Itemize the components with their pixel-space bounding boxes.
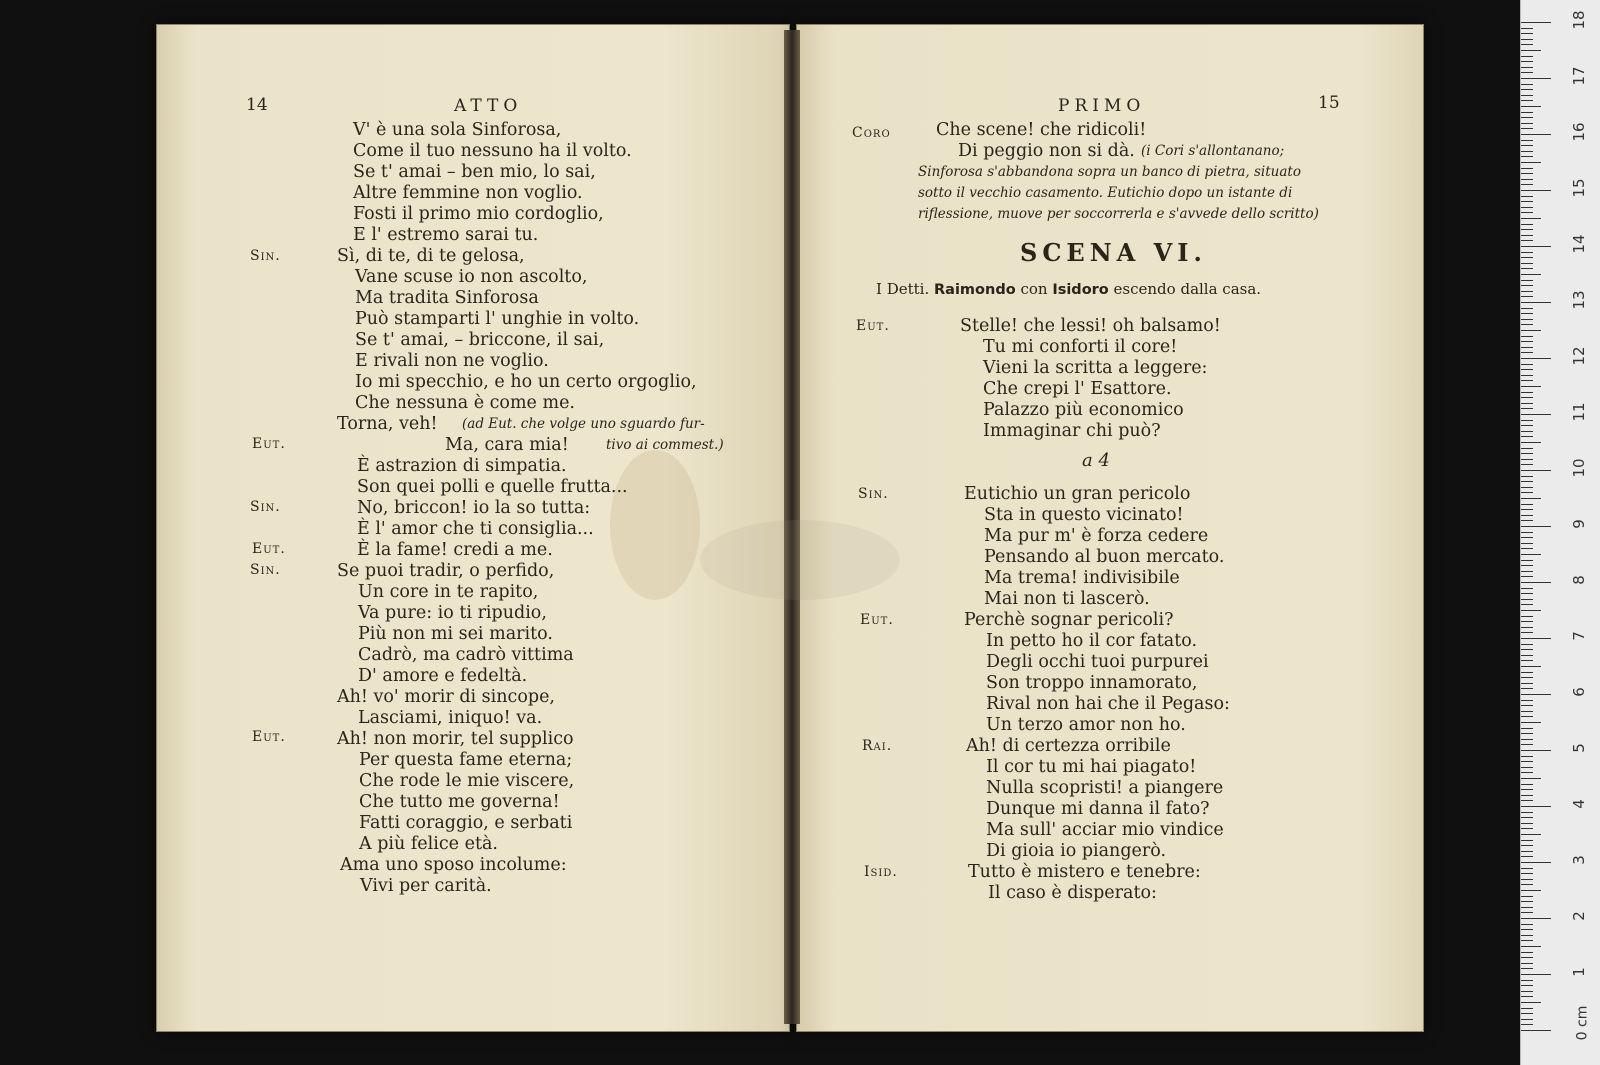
ruler-number: 4 <box>1570 799 1588 809</box>
stage-direction: tivo ai commest.) <box>606 437 724 453</box>
ruler-tick <box>1521 789 1533 790</box>
ruler-tick <box>1521 576 1533 577</box>
ruler-tick <box>1521 784 1533 785</box>
verse-line: Un core in te rapito, <box>358 582 539 602</box>
ruler-tick <box>1521 84 1533 85</box>
ruler-tick <box>1521 235 1533 236</box>
ruler-tick <box>1521 151 1533 152</box>
verse-line: Va pure: io ti ripudio, <box>358 603 547 623</box>
ruler-tick <box>1521 263 1533 264</box>
ruler-tick <box>1521 705 1533 706</box>
ruler-tick <box>1521 28 1533 29</box>
ruler-tick <box>1521 184 1533 185</box>
ruler-tick <box>1521 229 1533 230</box>
stage-direction: (ad Eut. che volge uno sguardo fur- <box>462 416 705 432</box>
ruler-tick <box>1521 845 1533 846</box>
ruler-tick <box>1521 33 1533 34</box>
speaker-label: Eut. <box>860 612 894 628</box>
ruler-tick <box>1521 588 1533 589</box>
ruler-tick <box>1521 341 1533 342</box>
ruler-number: 13 <box>1570 290 1588 310</box>
ruler-tick <box>1521 739 1533 740</box>
ruler-tick <box>1521 560 1533 561</box>
ruler-tick <box>1521 246 1551 247</box>
verse-line: Dunque mi danna il fato? <box>986 799 1210 819</box>
ruler-unit: 0 cm <box>1574 1005 1591 1041</box>
ruler-tick <box>1521 212 1533 213</box>
ruler-tick <box>1521 190 1551 191</box>
speaker-label: Eut. <box>252 729 286 745</box>
verse-line: Ma pur m' è forza cedere <box>984 526 1209 546</box>
ruler-tick <box>1521 795 1533 796</box>
verse-line: Ma, cara mia! <box>445 435 569 455</box>
ruler-tick <box>1521 358 1551 359</box>
ruler-tick <box>1521 884 1533 885</box>
ruler-tick <box>1521 526 1551 527</box>
verse-line: Come il tuo nessuno ha il volto. <box>353 141 632 161</box>
ruler-tick <box>1521 940 1533 941</box>
speaker-label: Isid. <box>864 864 898 880</box>
ruler-tick <box>1521 61 1533 62</box>
ruler-tick <box>1521 761 1533 762</box>
ruler-tick <box>1521 918 1551 919</box>
verse-line: Fosti il primo mio cordoglio, <box>353 204 604 224</box>
ruler-tick <box>1521 1008 1533 1009</box>
ruler-tick <box>1521 492 1533 493</box>
ruler-tick <box>1521 453 1533 454</box>
ruler-tick <box>1521 543 1533 544</box>
ruler-tick <box>1521 268 1533 269</box>
ruler-tick <box>1521 840 1533 841</box>
ruler-number: 14 <box>1570 234 1588 254</box>
verse-line: Se t' amai, – briccone, il sai, <box>355 330 605 350</box>
ruler-tick <box>1521 425 1533 426</box>
verse-line: Palazzo più economico <box>983 400 1184 420</box>
ruler-tick <box>1521 498 1541 499</box>
ruler-tick <box>1521 1002 1541 1003</box>
ruler-tick <box>1521 145 1533 146</box>
ruler-tick <box>1521 582 1551 583</box>
verse-line: Ah! non morir, tel supplico <box>337 729 574 749</box>
stage-direction: riflessione, muove per soccorrerla e s'avvede dello scritto) <box>918 206 1319 222</box>
verse-line: Torna, veh! <box>337 414 438 434</box>
ruler-tick <box>1521 991 1533 992</box>
ruler-tick <box>1521 772 1533 773</box>
ruler-tick <box>1521 319 1533 320</box>
measurement-ruler <box>1520 0 1600 1065</box>
ruler-tick <box>1521 179 1533 180</box>
ruler-tick <box>1521 44 1533 45</box>
ruler-tick <box>1521 252 1533 253</box>
ruler-tick <box>1521 532 1533 533</box>
ruler-number: 8 <box>1570 575 1588 585</box>
verse-line: Sì, di te, di te gelosa, <box>337 246 525 266</box>
ruler-tick <box>1521 168 1533 169</box>
ruler-tick <box>1521 974 1551 975</box>
ruler-number: 10 <box>1570 458 1588 478</box>
ruler-number: 11 <box>1570 402 1588 422</box>
ruler-tick <box>1521 218 1541 219</box>
ruler-tick <box>1521 504 1533 505</box>
ruler-tick <box>1521 935 1533 936</box>
verse-line: Perchè sognar pericoli? <box>964 610 1174 630</box>
page-number-right: 15 <box>1318 93 1340 113</box>
ruler-tick <box>1521 487 1533 488</box>
ruler-tick <box>1521 968 1533 969</box>
ruler-tick <box>1521 655 1533 656</box>
ruler-tick <box>1521 408 1533 409</box>
ruler-number: 1 <box>1570 967 1588 977</box>
verse-line: Ah! vo' morir di sincope, <box>337 687 555 707</box>
ruler-tick <box>1521 733 1533 734</box>
ruler-tick <box>1521 515 1533 516</box>
verse-line: A più felice età. <box>359 834 498 854</box>
verse-line: Cadrò, ma cadrò vittima <box>358 645 574 665</box>
ruler-tick <box>1521 851 1533 852</box>
verse-line: Son troppo innamorato, <box>986 673 1198 693</box>
ruler-number: 7 <box>1570 631 1588 641</box>
ruler-tick <box>1521 1013 1533 1014</box>
ruler-tick <box>1521 1019 1533 1020</box>
verse-line: Che rode le mie viscere, <box>359 771 575 791</box>
ruler-tick <box>1521 128 1533 129</box>
verse-line: Ah! di certezza orribile <box>966 736 1171 756</box>
verse-line: È la fame! credi a me. <box>357 540 553 560</box>
stage-direction: (i Cori s'allontanano; <box>1141 143 1285 159</box>
ruler-tick <box>1521 134 1551 135</box>
ruler-tick <box>1521 481 1533 482</box>
verse-line: Più non mi sei marito. <box>358 624 553 644</box>
ruler-tick <box>1521 403 1533 404</box>
speaker-label: Sin. <box>250 248 281 264</box>
stage-direction: sotto il vecchio casamento. Eutichio dopo un istante di <box>918 185 1293 201</box>
ruler-number: 17 <box>1570 66 1588 86</box>
page-number-left: 14 <box>246 95 268 115</box>
paper-stain <box>610 450 700 600</box>
ruler-tick <box>1521 666 1541 667</box>
ruler-tick <box>1521 56 1533 57</box>
ruler-tick <box>1521 347 1533 348</box>
ruler-tick <box>1521 806 1551 807</box>
ruler-tick <box>1521 509 1533 510</box>
verse-line: Ama uno sposo incolume: <box>340 855 567 875</box>
ruler-tick <box>1521 593 1533 594</box>
verse-line: Un terzo amor non ho. <box>986 715 1186 735</box>
ruler-tick <box>1521 694 1551 695</box>
ruler-tick <box>1521 604 1533 605</box>
speaker-label: Eut. <box>856 318 890 334</box>
ruler-tick <box>1521 700 1533 701</box>
verse-line: Nulla scopristi! a piangere <box>986 778 1224 798</box>
verse-line: Immaginar chi può? <box>983 421 1161 441</box>
ruler-tick <box>1521 952 1533 953</box>
ruler-tick <box>1521 873 1533 874</box>
ruler-tick <box>1521 442 1541 443</box>
character-name: Isidoro <box>1052 282 1109 298</box>
ruler-tick <box>1521 554 1541 555</box>
ruler-tick <box>1521 123 1533 124</box>
ruler-tick <box>1521 901 1533 902</box>
ruler-tick <box>1521 336 1533 337</box>
ruler-number: 12 <box>1570 346 1588 366</box>
ruler-tick <box>1521 728 1533 729</box>
verse-line: È l' amor che ti consiglia... <box>357 519 594 539</box>
ruler-number: 18 <box>1570 10 1588 30</box>
ruler-number: 5 <box>1570 743 1588 753</box>
ruler-tick <box>1521 778 1541 779</box>
ruler-tick <box>1521 632 1533 633</box>
connector-word: con <box>1020 280 1048 298</box>
speaker-label: Rai. <box>862 738 893 754</box>
ruler-tick <box>1521 1024 1533 1025</box>
ruler-tick <box>1521 240 1533 241</box>
verse-line: È astrazion di simpatia. <box>357 456 567 476</box>
ruler-tick <box>1521 907 1533 908</box>
ruler-tick <box>1521 756 1533 757</box>
verse-line: E l' estremo sarai tu. <box>353 225 539 245</box>
verse-line: Vane scuse io non ascolto, <box>355 267 588 287</box>
ruler-tick <box>1521 375 1533 376</box>
ruler-tick <box>1521 280 1533 281</box>
running-head-left: ATTO <box>454 96 523 116</box>
ruler-tick <box>1521 470 1551 471</box>
verse-line: Rival non hai che il Pegaso: <box>986 694 1230 714</box>
verse-line: Che tutto me governa! <box>359 792 560 812</box>
ruler-tick <box>1521 380 1533 381</box>
ruler-tick <box>1521 817 1533 818</box>
verse-line: Se t' amai – ben mio, lo sai, <box>353 162 596 182</box>
ruler-tick <box>1521 162 1541 163</box>
ruler-tick <box>1521 201 1533 202</box>
ruler-tick <box>1521 688 1533 689</box>
ruler-tick <box>1521 912 1533 913</box>
ruler-tick <box>1521 173 1533 174</box>
ruler-tick <box>1521 392 1533 393</box>
ruler-tick <box>1521 610 1541 611</box>
ruler-tick <box>1521 459 1533 460</box>
speaker-label: Sin. <box>250 562 281 578</box>
verse-line: Vieni la scritta a leggere: <box>983 358 1208 378</box>
stage-direction: Sinforosa s'abbandona sopra un banco di pietra, situato <box>918 164 1301 180</box>
ruler-tick <box>1521 599 1533 600</box>
ruler-tick <box>1521 67 1533 68</box>
ruler-tick <box>1521 448 1533 449</box>
ruler-tick <box>1521 980 1533 981</box>
verse-line: Son quei polli e quelle frutta... <box>357 477 628 497</box>
ruler-tick <box>1521 750 1551 751</box>
ruler-tick <box>1521 828 1533 829</box>
verse-line: Sta in questo vicinato! <box>984 505 1184 525</box>
ruler-tick <box>1521 308 1533 309</box>
ruler-tick <box>1521 683 1533 684</box>
ruler-tick <box>1521 89 1533 90</box>
ruler-tick <box>1521 548 1533 549</box>
ruler-tick <box>1521 364 1533 365</box>
ruler-tick <box>1521 207 1533 208</box>
verse-line: Di gioia io piangerò. <box>986 841 1167 861</box>
ruler-tick <box>1521 638 1551 639</box>
speaker-label: Sin. <box>858 486 889 502</box>
character-name: Raimondo <box>934 282 1016 298</box>
verse-line: Pensando al buon mercato. <box>984 547 1225 567</box>
verse-line: Il caso è disperato: <box>988 883 1157 903</box>
ruler-tick <box>1521 957 1533 958</box>
ruler-tick <box>1521 644 1533 645</box>
verse-line: Ma tradita Sinforosa <box>355 288 539 308</box>
ruler-tick <box>1521 711 1533 712</box>
ruler-tick <box>1521 420 1533 421</box>
ruler-tick <box>1521 291 1533 292</box>
verse-line: Tu mi conforti il core! <box>983 337 1178 357</box>
ruler-tick <box>1521 924 1533 925</box>
ruler-tick <box>1521 627 1533 628</box>
speaker-label: Sin. <box>250 499 281 515</box>
ruler-tick <box>1521 985 1533 986</box>
ruler-tick <box>1521 649 1533 650</box>
ruler-tick <box>1521 50 1541 51</box>
ruler-tick <box>1521 330 1541 331</box>
ruler-tick <box>1521 414 1551 415</box>
verse-line: V' è una sola Sinforosa, <box>353 120 562 140</box>
verse-line: Degli occhi tuoi purpurei <box>986 652 1209 672</box>
ruler-tick <box>1521 929 1533 930</box>
verse-line: Fatti coraggio, e serbati <box>359 813 573 833</box>
verse-line: Lasciami, iniquo! va. <box>358 708 543 728</box>
ruler-tick <box>1521 464 1533 465</box>
ruler-tick <box>1521 324 1533 325</box>
ruler-tick <box>1521 767 1533 768</box>
ruler-tick <box>1521 856 1533 857</box>
ruler-tick <box>1521 476 1533 477</box>
verse-line: Mai non ti lascerò. <box>984 589 1150 609</box>
ruler-tick <box>1521 1030 1551 1031</box>
verse-line: E rivali non ne voglio. <box>355 351 549 371</box>
ruler-tick <box>1521 156 1533 157</box>
ruler-tick <box>1521 823 1533 824</box>
ruler-tick <box>1521 112 1533 113</box>
ruler-tick <box>1521 520 1533 521</box>
ruler-number: 15 <box>1570 178 1588 198</box>
ruler-tick <box>1521 996 1533 997</box>
ruler-tick <box>1521 672 1533 673</box>
verse-line: Stelle! che lessi! oh balsamo! <box>960 316 1221 336</box>
ruler-tick <box>1521 862 1551 863</box>
ruler-tick <box>1521 565 1533 566</box>
ruler-tick <box>1521 722 1541 723</box>
characters-present: I Detti. <box>876 280 930 298</box>
ruler-tick <box>1521 537 1533 538</box>
ruler-tick <box>1521 95 1533 96</box>
ruler-number: 3 <box>1570 855 1588 865</box>
ruler-tick <box>1521 78 1551 79</box>
ruler-tick <box>1521 39 1533 40</box>
ruler-tick <box>1521 744 1533 745</box>
ruler-tick <box>1521 800 1533 801</box>
verse-line: Ma sull' acciar mio vindice <box>986 820 1224 840</box>
verse-line: Se puoi tradir, o perfido, <box>337 561 555 581</box>
ruler-number: 16 <box>1570 122 1588 142</box>
ruler-tick <box>1521 868 1533 869</box>
ruler-tick <box>1521 224 1533 225</box>
ruler-tick <box>1521 716 1533 717</box>
ruler-tick <box>1521 946 1541 947</box>
ruler-tick <box>1521 896 1533 897</box>
ruler-tick <box>1521 313 1533 314</box>
ruler-tick <box>1521 257 1533 258</box>
verse-line: Di peggio non si dà. <box>958 141 1135 161</box>
ruler-number: 9 <box>1570 519 1588 529</box>
verse-line: Vivi per carità. <box>360 876 492 896</box>
ruler-tick <box>1521 274 1541 275</box>
ruler-tick <box>1521 677 1533 678</box>
ruler-tick <box>1521 616 1533 617</box>
verse-line: Che nessuna è come me. <box>355 393 575 413</box>
ruler-tick <box>1521 22 1551 23</box>
verse-line: Il cor tu mi hai piagato! <box>986 757 1197 777</box>
watermark-stamp <box>700 520 900 600</box>
ruler-tick <box>1521 621 1533 622</box>
ruler-tick <box>1521 302 1551 303</box>
ruler-tick <box>1521 106 1541 107</box>
ruler-tick <box>1521 436 1533 437</box>
ruler-tick <box>1521 285 1533 286</box>
speaker-label: Eut. <box>252 436 286 452</box>
ruler-tick <box>1521 812 1533 813</box>
ruler-tick <box>1521 386 1541 387</box>
verse-line: Che scene! che ridicoli! <box>936 120 1147 140</box>
ruler-tick <box>1521 571 1533 572</box>
ruler-tick <box>1521 296 1533 297</box>
verse-line: Per questa fame eterna; <box>359 750 573 770</box>
ruler-tick <box>1521 72 1533 73</box>
ruler-tick <box>1521 100 1533 101</box>
verse-line: D' amore e fedeltà. <box>358 666 528 686</box>
ruler-tick <box>1521 890 1541 891</box>
scene-title: SCENA VI. <box>1020 238 1207 267</box>
verse-line: Tutto è mistero e tenebre: <box>968 862 1201 882</box>
speaker-label: Coro <box>852 125 891 141</box>
ruler-tick <box>1521 369 1533 370</box>
verse-line: No, briccon! io la so tutta: <box>357 498 591 518</box>
ruler-tick <box>1521 660 1533 661</box>
ruler-tick <box>1521 397 1533 398</box>
ruler-tick <box>1521 879 1533 880</box>
speaker-label: Eut. <box>252 541 286 557</box>
verse-line: Eutichio un gran pericolo <box>964 484 1191 504</box>
ruler-number: 2 <box>1570 911 1588 921</box>
verse-line: Può stamparti l' unghie in volto. <box>355 309 640 329</box>
ruler-tick <box>1521 196 1533 197</box>
ruler-tick <box>1521 834 1541 835</box>
ruler-tick <box>1521 140 1533 141</box>
verse-line: In petto ho il cor fatato. <box>986 631 1198 651</box>
ruler-tick <box>1521 352 1533 353</box>
ruler-tick <box>1521 117 1533 118</box>
ruler-tick <box>1521 963 1533 964</box>
verse-line: Io mi specchio, e ho un certo orgoglio, <box>355 372 697 392</box>
entrance-direction: escendo dalla casa. <box>1113 280 1262 298</box>
running-head-right: PRIMO <box>1058 96 1146 116</box>
ruler-tick <box>1521 431 1533 432</box>
verse-line: Che crepi l' Esattore. <box>983 379 1172 399</box>
verse-line: Altre femmine non voglio. <box>353 183 583 203</box>
scene-characters <box>876 280 1261 298</box>
ensemble-marker: a 4 <box>1082 450 1110 471</box>
ruler-number: 6 <box>1570 687 1588 697</box>
verse-line: Ma trema! indivisibile <box>984 568 1180 588</box>
